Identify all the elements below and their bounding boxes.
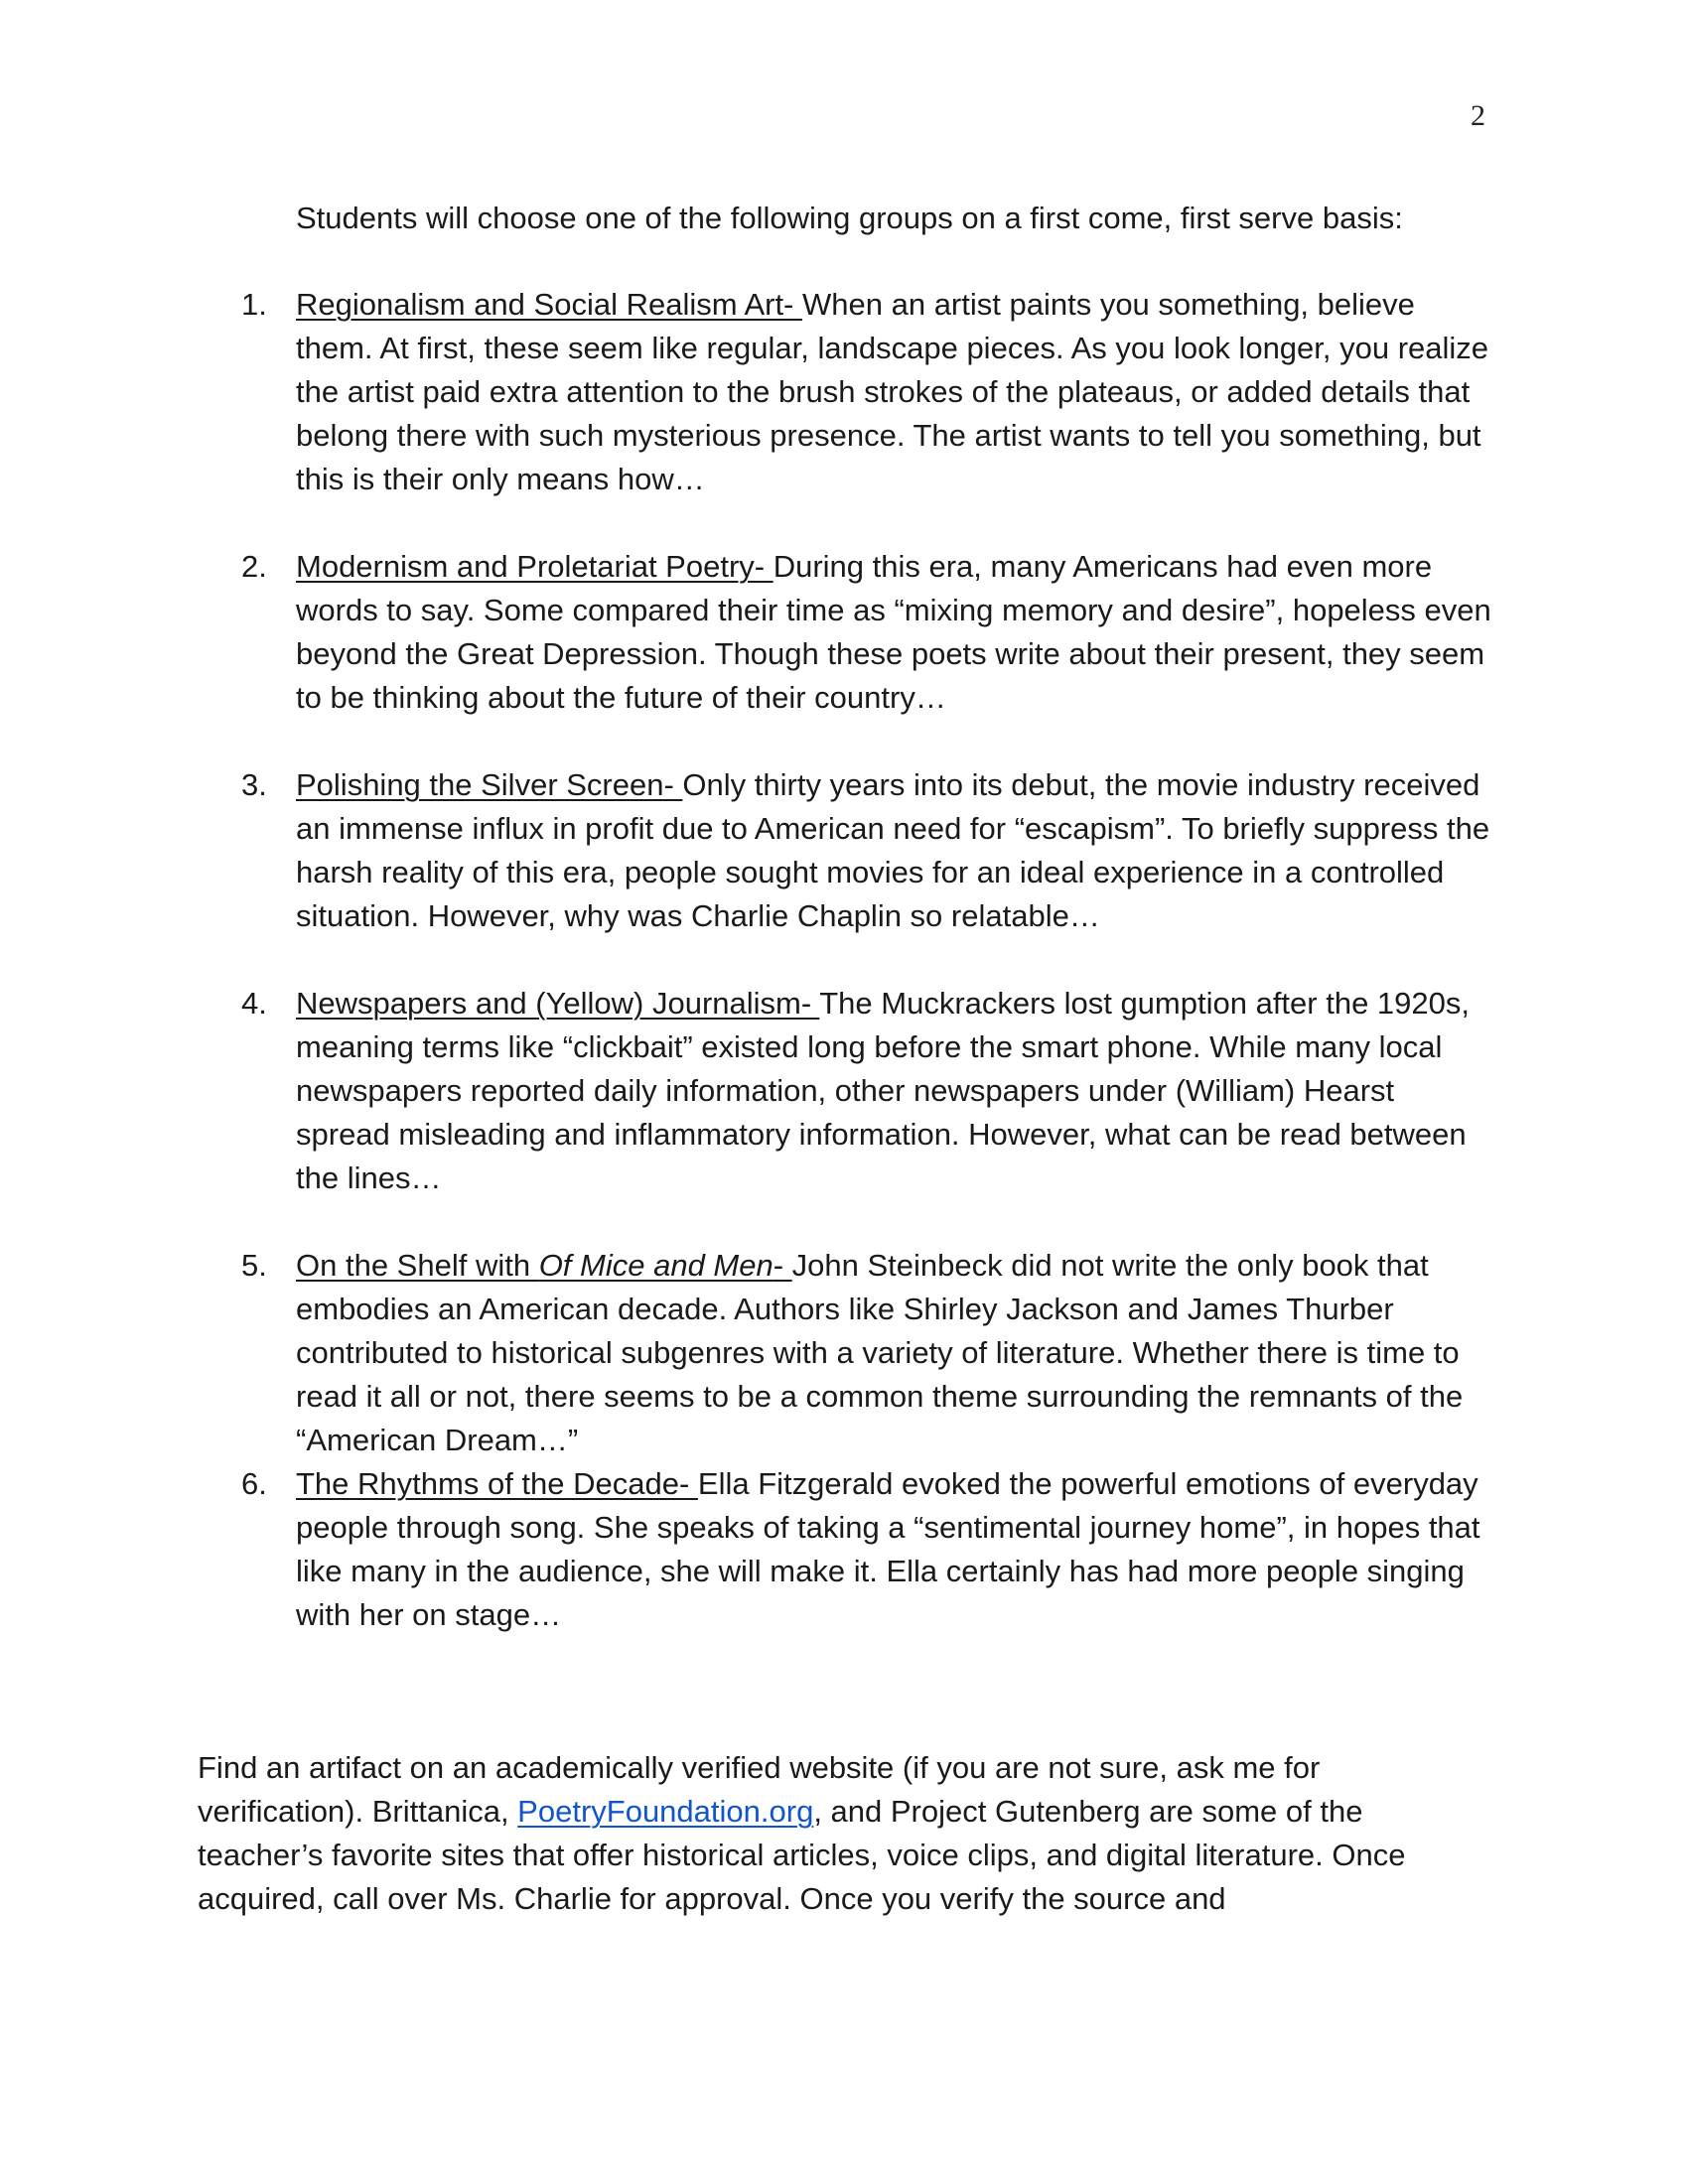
item-number: 5. bbox=[241, 1248, 267, 1283]
item-title: The Rhythms of the Decade- bbox=[296, 1466, 698, 1501]
item-body: During this era, many Americans had even more words to say. Some compared their time as “mixing memory and desire”, hopeless even beyond the Great Depression. Though these poets write about their present, they seem to be thinking about the future of their country… bbox=[296, 549, 1491, 715]
item-title: Polishing the Silver Screen- bbox=[296, 767, 683, 802]
item-title bbox=[296, 1248, 792, 1283]
item-number: 1. bbox=[241, 287, 267, 322]
item-title-suffix: - bbox=[773, 1248, 792, 1283]
list-item bbox=[241, 982, 1492, 1200]
list-item bbox=[241, 283, 1492, 501]
item-title: Regionalism and Social Realism Art- bbox=[296, 287, 802, 322]
group-list bbox=[241, 283, 1492, 1637]
item-body: John Steinbeck did not write the only book that embodies an American decade. Authors like Shirley Jackson and James Thurber contributed to historical subgenres with a variety of literature. Whether there is time to read it all or not, there seems to be a common theme surrounding the remnants of the “American Dream…” bbox=[296, 1248, 1464, 1457]
book-title: Of Mice and Men bbox=[538, 1248, 774, 1283]
item-body: The Muckrackers lost gumption after the 1920s, meaning terms like “clickbait” existed long before the smart phone. While many local newspapers reported daily information, other newspapers under (William) Hearst spread misleading and inflammatory information. However, what can be read between the lines… bbox=[296, 986, 1471, 1195]
page-number: 2 bbox=[1471, 99, 1485, 132]
item-body: When an artist paints you something, believe them. At first, these seem like regular, landscape pieces. As you look longer, you realize the artist paid extra attention to the brush strokes of the plateaus, or added details that belong there with such mysterious presence. The artist wants to tell you something, but this is their only means how… bbox=[296, 287, 1489, 496]
item-title-prefix: On the Shelf with bbox=[296, 1248, 539, 1283]
item-number: 6. bbox=[241, 1466, 267, 1501]
item-title: Modernism and Proletariat Poetry- bbox=[296, 549, 774, 584]
intro-paragraph: Students will choose one of the following groups on a first come, first serve basis: bbox=[296, 201, 1403, 235]
item-body: Only thirty years into its debut, the movie industry received an immense influx in profit due to American need for “escapism”. To briefly suppress the harsh reality of this era, people sought movies for an ideal experience in a controlled situation. However, why was Charlie Chaplin so relatable… bbox=[296, 767, 1490, 933]
list-item bbox=[241, 763, 1492, 938]
list-item bbox=[241, 1244, 1492, 1462]
item-number: 4. bbox=[241, 986, 267, 1021]
closing-paragraph bbox=[198, 1746, 1488, 1921]
closing-text-start: Find an artifact on an academically verified website (if you are not sure, ask me for verification). Brittanica, bbox=[198, 1750, 1321, 1829]
item-number: 3. bbox=[241, 767, 267, 802]
item-body: Ella Fitzgerald evoked the powerful emotions of everyday people through song. She speaks of taking a “sentimental journey home”, in hopes that like many in the audience, she will make it. Ella certainly has had more people singing with her on stage… bbox=[296, 1466, 1480, 1632]
list-item bbox=[241, 1462, 1492, 1637]
list-item bbox=[241, 545, 1492, 720]
item-number: 2. bbox=[241, 549, 267, 584]
poetry-foundation-link[interactable]: PoetryFoundation.org bbox=[517, 1794, 814, 1829]
closing-text-end: , and Project Gutenberg are some of the teacher’s favorite sites that offer historical articles, voice clips, and digital literature. Once acquired, call over Ms. Charlie for approval. Once you verify the source and bbox=[198, 1794, 1406, 1916]
item-title: Newspapers and (Yellow) Journalism- bbox=[296, 986, 820, 1021]
